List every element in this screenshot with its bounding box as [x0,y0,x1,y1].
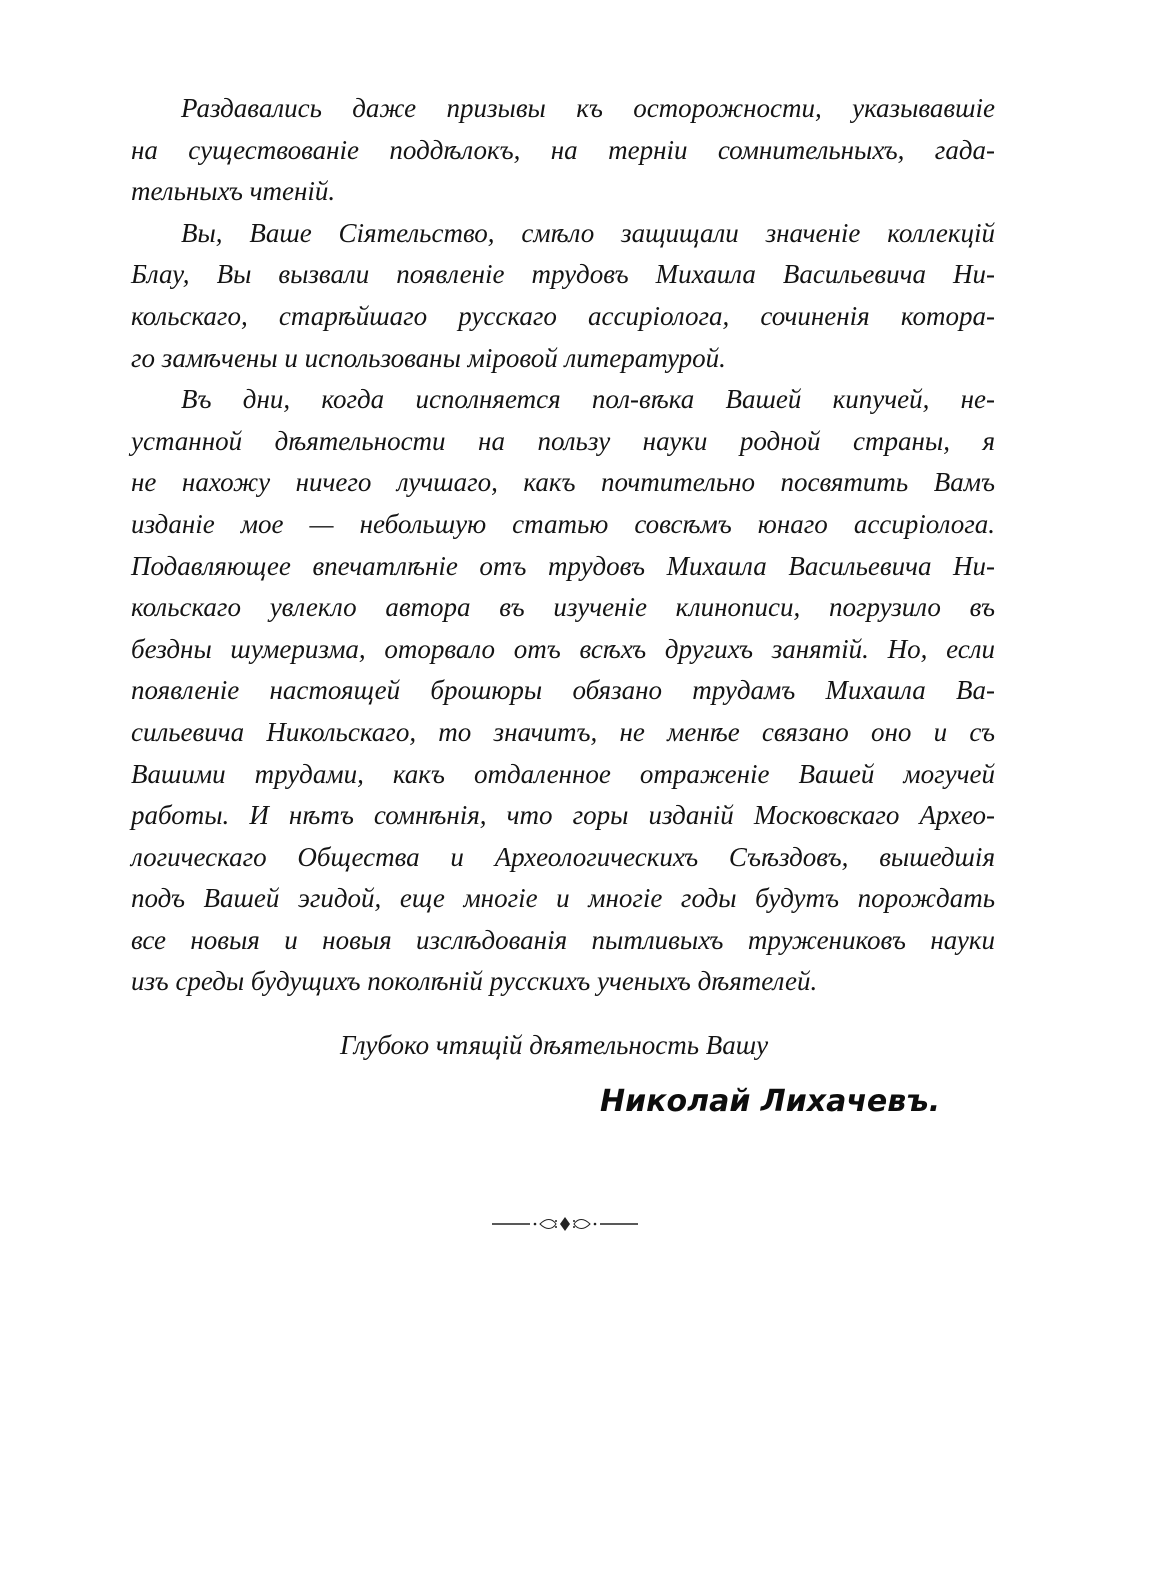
text-line: Подавляющее впечатлѣніе отъ трудовъ Михаила Васильевича Ни- [131,550,995,581]
text-line: изъ среды будущихъ поколѣній русскихъ ученыхъ дѣятелей. [131,966,818,997]
text-line: Вы, Ваше Сіятельство, смѣло защищали значеніе коллекцій [181,217,995,248]
text-line: тельныхъ чтеній. [131,176,336,207]
text-line: Раздавались даже призывы къ осторожности, указывавшіе [181,93,995,123]
text-line: изданіе мое — небольшую статью совсѣмъ юнаго ассиріолога. [131,508,995,539]
text-line: го замѣчены и использованы міровой литературой. [131,342,726,373]
letter-body [131,88,995,1003]
paragraph-1 [131,88,995,213]
text-line: устанной дѣятельности на пользу науки родной страны, я [131,425,995,456]
paragraph-2 [131,213,995,379]
paragraph-3 [131,379,995,1003]
text-line: все новыя и новыя изслѣдованія пытливыхъ тружениковъ науки [131,924,995,955]
text-line: логическаго Общества и Археологическихъ Съѣздовъ, вышедшія [131,841,995,872]
ornament-divider-icon [490,1212,640,1236]
text-line: кольскаго, старѣйшаго русскаго ассиріолога, сочиненія которa- [131,300,995,331]
text-line: сильевича Никольскаго, то значитъ, не менѣе связано оно и съ [131,716,995,747]
text-line: не нахожу ничего лучшаго, какъ почтительно посвятить Вамъ [131,467,995,498]
signature: Николай Лихачевъ. [600,1084,941,1119]
text-line: кольскаго увлекло автора въ изученіе клинописи, погрузило въ [131,592,995,623]
text-line: Вашими трудами, какъ отдаленное отраженіе Вашей могучей [131,758,995,789]
text-line: подъ Вашей эгидой, еще многіе и многіе годы будутъ порождать [131,883,995,914]
text-line: Блау, Вы вызвали появленіе трудовъ Михаила Васильевича Ни- [131,259,995,290]
closing-line: Глубоко чтящій дѣятельность Вашу [340,1030,769,1060]
text-line: на существованіе поддѣлокъ, на терніи сомнительныхъ, гада- [131,134,995,165]
text-line: бездны шумеризма, оторвало отъ всѣхъ другихъ занятій. Но, если [131,633,995,664]
text-line: работы. И нѣтъ сомнѣнія, что горы изданій Московскаго Архео- [131,800,995,831]
text-line: появленіе настоящей брошюры обязано трудамъ Михаила Ва- [131,675,995,706]
text-line: Въ дни, когда исполняется пол-вѣка Вашей кипучей, не- [181,384,995,415]
